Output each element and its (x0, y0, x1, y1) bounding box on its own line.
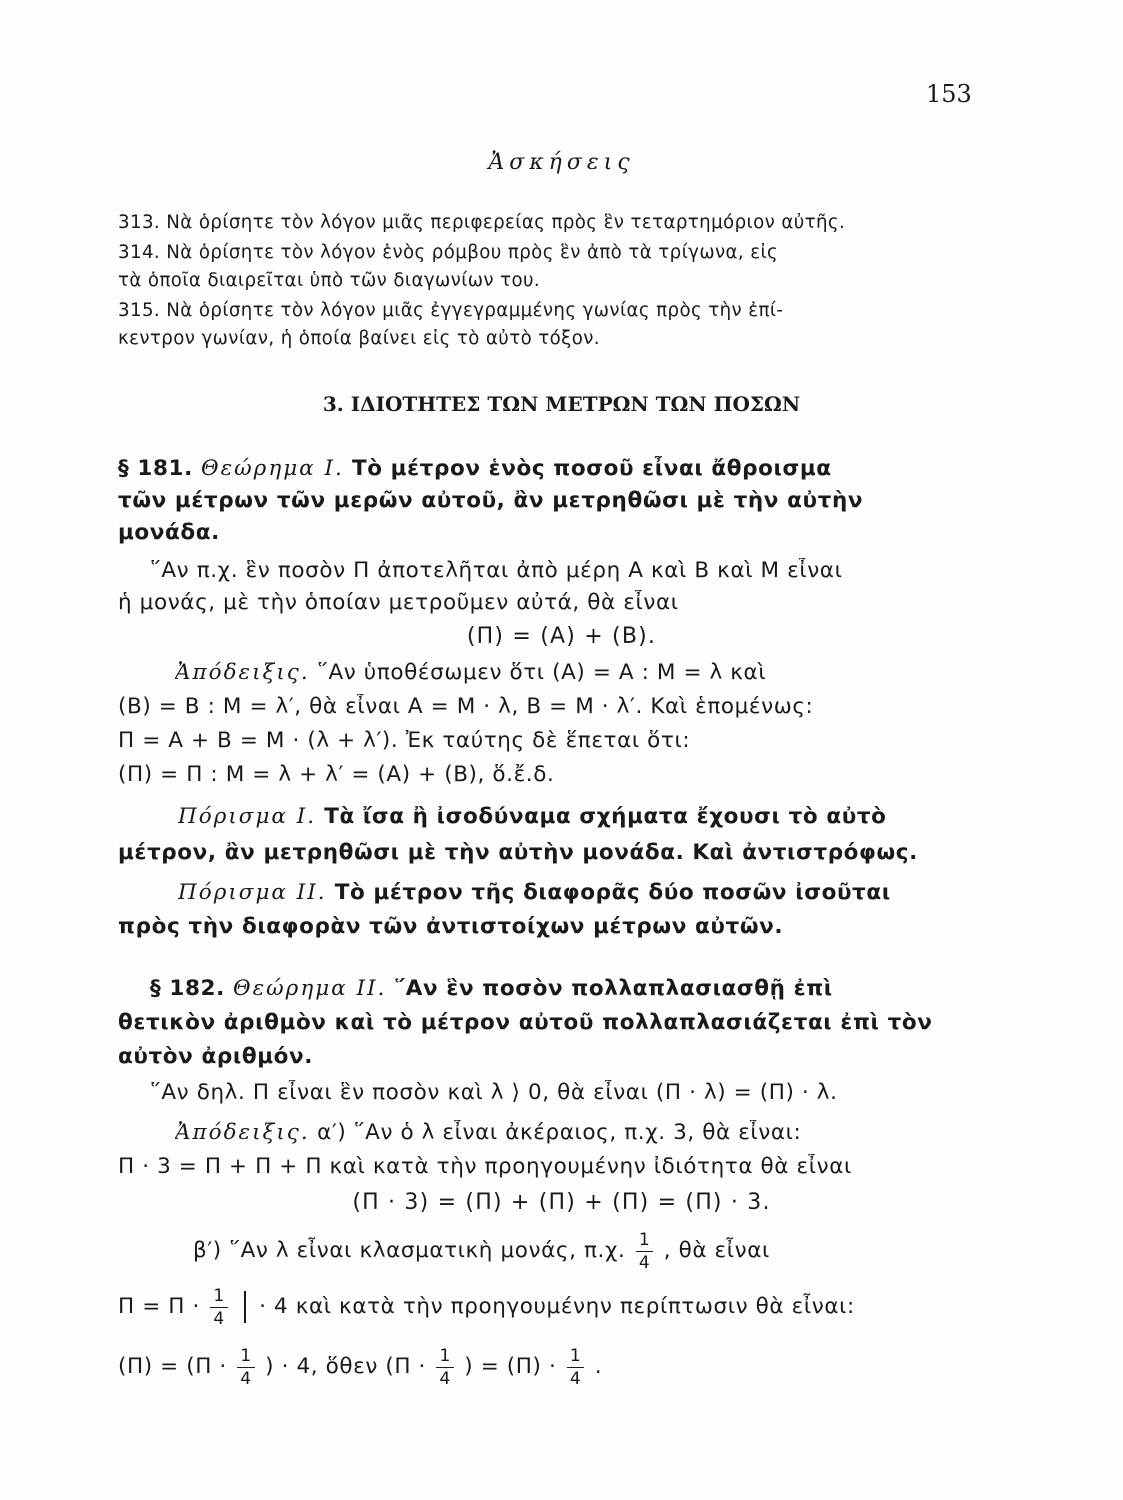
theorem2-proof-b-post: , θὰ εἶναι (663, 1238, 770, 1263)
theorem1-proof-2: (Β) = Β : Μ = λ′, θὰ εἶναι Α = Μ · λ, Β = Μ · λ′. Καὶ ἑπομένως: (118, 694, 814, 719)
fraction-numerator: 1 (210, 1285, 227, 1308)
theorem2-line-b2 (118, 1284, 973, 1336)
corollary2-label: Πόρισμα ΙΙ. (178, 880, 327, 905)
theorem2-proof-b-pre: β′) ῞Αν λ εἶναι κλασματικὴ μονάς, π.χ. (193, 1238, 626, 1263)
fraction-one-quarter (567, 1345, 584, 1390)
theorem2-proof-a (175, 1120, 975, 1145)
theorem1-number: § 181. (118, 456, 193, 481)
fraction-denominator: 4 (240, 1368, 252, 1389)
theorem2-formula-a: (Π · 3) = (Π) + (Π) + (Π) = (Π) · 3. (352, 1190, 771, 1215)
fraction-numerator: 1 (237, 1345, 254, 1368)
vertical-bar (244, 1291, 246, 1323)
theorem1-statement-3: μονάδα. (118, 520, 220, 545)
corollary1-line-1 (178, 804, 975, 829)
fraction-numerator: 1 (567, 1345, 584, 1368)
theorem1-label: Θεώρημα Ι. (200, 456, 344, 481)
corollary2-line-1 (178, 880, 975, 905)
theorem1-proof-4: (Π) = Π : Μ = λ + λ′ = (Α) + (Β), ὅ.ἔ.δ. (118, 762, 555, 787)
fraction-one-quarter (636, 1229, 653, 1274)
fraction-one-quarter (237, 1345, 254, 1390)
exercise-314-cont: τὰ ὁποῖα διαιρεῖται ὑπὸ τῶν διαγωνίων του. (118, 270, 541, 291)
exercise-315-cont: κεντρον γωνίαν, ἡ ὁποία βαίνει εἰς τὸ αὐτὸ τόξον. (118, 328, 600, 349)
fraction-denominator: 4 (638, 1252, 651, 1273)
fraction-one-quarter (436, 1345, 453, 1390)
fraction-one-quarter (210, 1285, 227, 1330)
theorem2-proof-b (193, 1228, 973, 1280)
theorem2-line-b3-c: ) = (Π) · (464, 1354, 557, 1379)
exercise-315: 315. Νὰ ὁρίσητε τὸν λόγον μιᾶς ἐγγεγραμμένης γωνίας πρὸς τὴν ἐπί- (118, 300, 784, 321)
theorem2-line-b2-pre: Π = Π · (118, 1294, 200, 1319)
corollary2-line-2: πρὸς τὴν διαφορὰν τῶν ἀντιστοίχων μέτρων αὐτῶν. (118, 914, 784, 939)
fraction-denominator: 4 (439, 1368, 451, 1389)
theorem2-line-b3-b: ) · 4, ὅθεν (Π · (265, 1354, 426, 1379)
exercise-313: 313. Νὰ ὁρίσητε τὸν λόγον μιᾶς περιφερείας πρὸς ἓν τεταρτημόριον αὐτῆς. (118, 212, 846, 233)
theorem2-line-b3: (Π) = (Π · $\frac{1}{4}$ ) · 4, ὅθεν (Π · $\frac{1}{4}$ ) = (Π) · $\frac{1}{4}$ . (118, 1345, 603, 1389)
theorem1-formula: (Π) = (Α) + (Β). (466, 624, 657, 649)
theorem1-statement-2: τῶν μέτρων τῶν μερῶν αὐτοῦ, ἂν μετρηθῶσι μὲ τὴν αὐτὴν (118, 488, 864, 513)
theorem1-proof-1-text: ῞Αν ὑποθέσωμεν ὅτι (Α) = Α : Μ = λ καὶ (317, 660, 767, 685)
corollary1-text-1: Τὰ ἴσα ἢ ἰσοδύναμα σχήματα ἔχουσι τὸ αὐτὸ (324, 804, 887, 829)
theorem1-statement-1: Τὸ μέτρον ἑνὸς ποσοῦ εἶναι ἄθροισμα (351, 456, 832, 481)
fraction-denominator: 4 (569, 1368, 582, 1389)
theorem1-proof-label: Ἀπόδειξις. (175, 660, 310, 685)
theorem2-text-1: ῞Αν δηλ. Π εἶναι ἓν ποσὸν καὶ λ ⟩ 0, θὰ εἶναι (Π · λ) = (Π) · λ. (150, 1080, 838, 1105)
theorem2-label: Θεώρημα ΙΙ. (232, 976, 387, 1001)
theorem2-statement-1: ῞Αν ἓν ποσὸν πολλαπλασιασθῇ ἐπὶ (394, 976, 833, 1001)
theorem2-proof-a-text: α′) ῞Αν ὁ λ εἶναι ἀκέραιος, π.χ. 3, θὰ εἶναι: (317, 1120, 802, 1145)
theorem2-statement-3: αὐτὸν ἀριθμόν. (118, 1044, 314, 1069)
theorem1-proof-1 (175, 660, 975, 685)
theorem1-heading (118, 456, 973, 481)
exercise-314: 314. Νὰ ὁρίσητε τὸν λόγον ἑνὸς ρόμβου πρὸς ἓν ἀπὸ τὰ τρίγωνα, εἰς (118, 242, 779, 263)
theorem2-heading (150, 976, 975, 1001)
corollary1-label: Πόρισμα Ι. (178, 804, 317, 829)
theorem2-line-b3-a: (Π) = (Π · (118, 1354, 227, 1379)
theorem2-proof-a2: Π · 3 = Π + Π + Π καὶ κατὰ τὴν προηγουμένην ἰδιότητα θὰ εἶναι (118, 1154, 852, 1179)
fraction-numerator: 1 (636, 1229, 653, 1252)
theorem1-proof-3: Π = Α + Β = Μ · (λ + λ′). Ἐκ ταύτης δὲ ἕπεται ὅτι: (118, 728, 691, 753)
page-number: 153 (926, 80, 972, 108)
theorem2-proof-label: Ἀπόδειξις. (175, 1120, 310, 1145)
theorem1-text-1: ῞Αν π.χ. ἓν ποσὸν Π ἀποτελῆται ἀπὸ μέρη Α καὶ Β καὶ Μ εἶναι (150, 558, 843, 583)
section-heading: 3. ΙΔΙΟΤΗΤΕΣ ΤΩΝ ΜΕΤΡΩΝ ΤΩΝ ΠΟΣΩΝ (322, 392, 801, 416)
fraction-denominator: 4 (213, 1308, 225, 1329)
corollary1-line-2: μέτρον, ἂν μετρηθῶσι μὲ τὴν αὐτὴν μονάδα. Καὶ ἀντιστρόφως. (118, 840, 918, 865)
theorem2-number: § 182. (150, 976, 225, 1001)
theorem2-line-b2-post: · 4 καὶ κατὰ τὴν προηγουμένην περίπτωσιν θὰ εἶναι: (259, 1294, 855, 1319)
theorem1-text-2: ἡ μονάς, μὲ τὴν ὁποίαν μετροῦμεν αὐτά, θὰ εἶναι (118, 590, 679, 615)
theorem2-statement-2: θετικὸν ἀριθμὸν καὶ τὸ μέτρον αὐτοῦ πολλαπλασιάζεται ἐπὶ τὸν (118, 1010, 933, 1035)
exercises-title: Ἀσκήσεις (488, 150, 635, 175)
fraction-numerator: 1 (436, 1345, 453, 1368)
corollary2-text-1: Τὸ μέτρον τῆς διαφορᾶς δύο ποσῶν ἰσοῦται (334, 880, 891, 905)
